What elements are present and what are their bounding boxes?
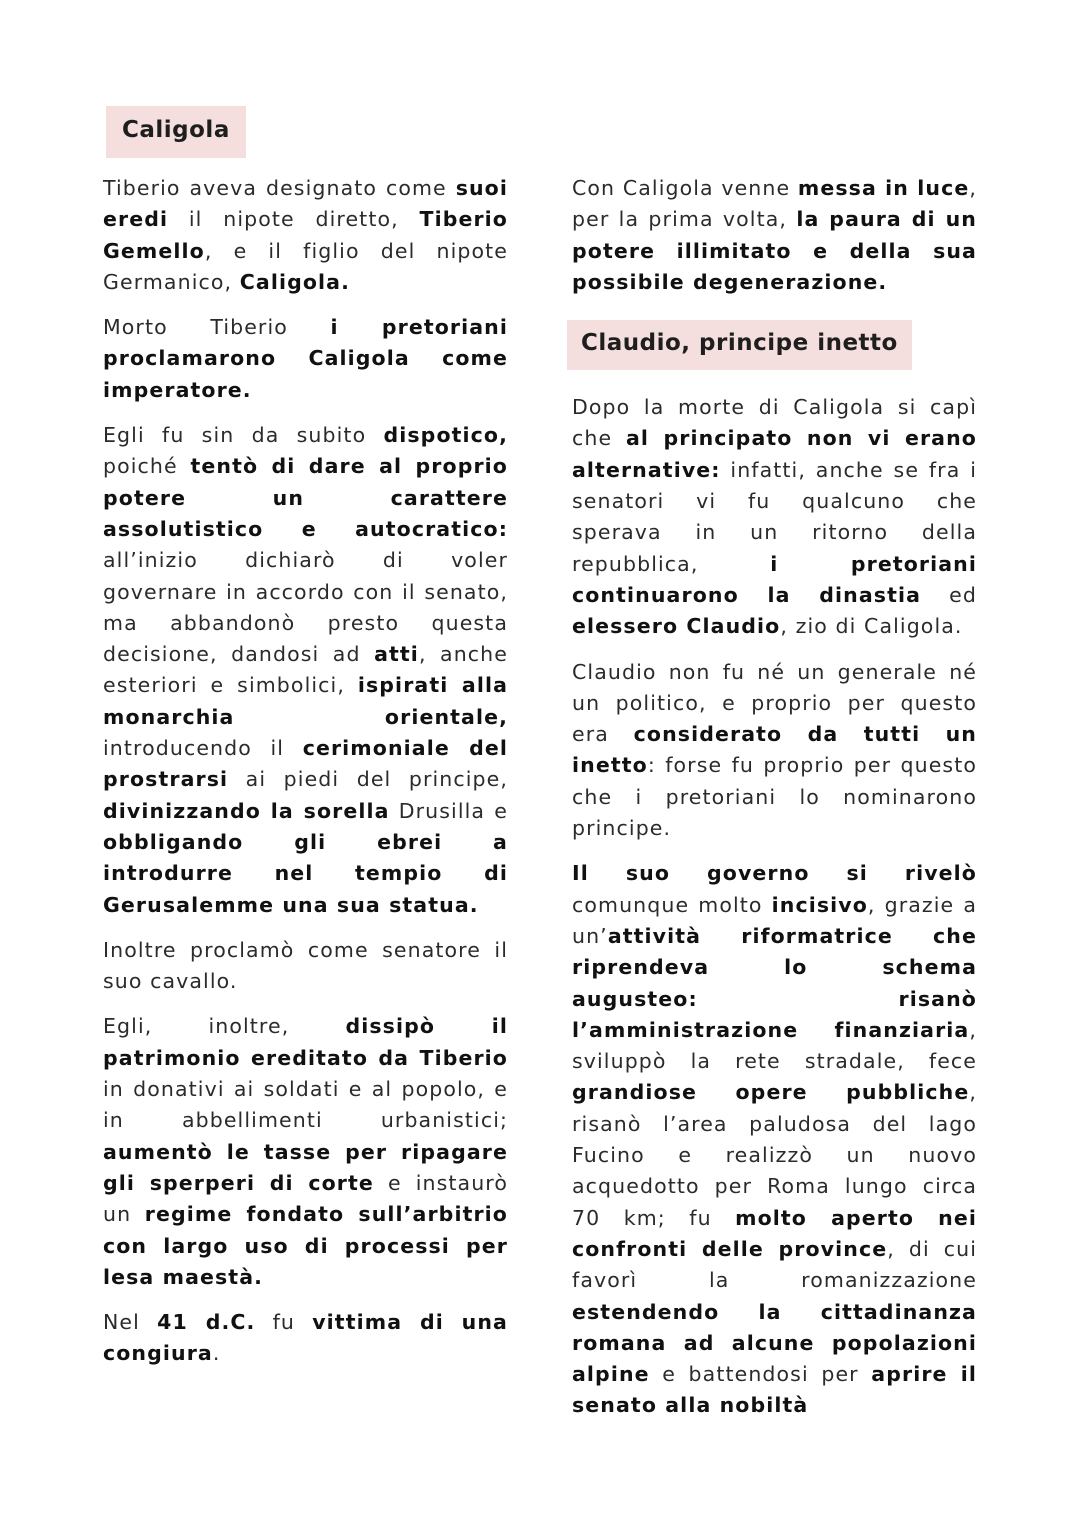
body-text: . — [212, 1341, 221, 1366]
body-text: , zio di Caligola. — [780, 614, 963, 639]
body-paragraph — [103, 1307, 508, 1370]
left-paragraphs — [103, 173, 508, 1370]
bold-text: estendendo la cittadinanza romana ad alcune popolazioni alpine — [572, 1299, 977, 1387]
body-text: Con Caligola venne — [572, 176, 798, 200]
section-heading-caligola: Caligola — [106, 106, 246, 158]
body-text: poiché — [103, 454, 191, 479]
body-text: introducendo il — [103, 736, 303, 761]
body-text: e instaurò un — [103, 1170, 509, 1227]
bold-text: al principato non vi erano alternative: — [572, 426, 977, 482]
right-column — [572, 173, 977, 1436]
body-text: , e il figlio del nipote Germanico, — [103, 238, 508, 294]
bold-text: tentò di dare al proprio potere un carattere assolutistico e autocratico: — [103, 454, 508, 541]
body-text: ed — [921, 582, 977, 607]
bold-text: i pretoriani proclamarono Caligola come imperatore. — [103, 315, 508, 402]
body-text: : forse fu proprio per questo che i pretoriani lo nominarono principe. — [572, 753, 977, 841]
body-text: Drusilla e — [389, 798, 508, 823]
left-column — [103, 106, 508, 1384]
bold-text: divinizzando la sorella — [103, 798, 390, 823]
body-text: comunque molto — [572, 892, 772, 917]
bold-text: cerimoniale del prostrarsi — [103, 736, 508, 792]
body-text: , grazie a un’ — [572, 892, 977, 948]
bold-text: suoi eredi — [103, 176, 508, 232]
body-text: e battendosi per — [649, 1362, 872, 1387]
bold-text: messa in luce — [797, 176, 970, 200]
right-paragraphs — [572, 392, 977, 1422]
bold-text: incisivo — [771, 892, 868, 917]
body-text: , sviluppò la rete stradale, fece — [572, 1017, 977, 1074]
bold-text: obbligando gli ebrei a introdurre nel tempio di Gerusalemme una sua statua. — [103, 829, 508, 917]
body-text: all’inizio dichiarò di voler governare in accordo con il senato, ma abbandonò presto questa decisione, dandosi ad — [103, 548, 508, 667]
body-paragraph — [572, 392, 977, 642]
bold-text: Il suo governo si rivelò — [572, 861, 977, 886]
body-text: , anche esteriori e simbolici, — [103, 642, 508, 698]
bold-text: dissipò il patrimonio ereditato da Tiberio — [103, 1014, 508, 1070]
body-text: Egli, inoltre, — [103, 1014, 346, 1039]
body-text: Inoltre proclamò come senatore il suo cavallo. — [103, 937, 508, 994]
body-text: Dopo la morte di Caligola si capì che — [572, 395, 977, 451]
bold-text: aprire il senato alla nobiltà — [572, 1362, 978, 1418]
body-paragraph — [103, 173, 508, 298]
bold-text: regime fondato sull’arbitrio con largo uso di processi per lesa maestà. — [103, 1202, 508, 1289]
bold-text: Tiberio Gemello — [103, 207, 508, 263]
section-heading-claudio: Claudio, principe inetto — [567, 320, 912, 370]
bold-text: la paura di un potere illimitato e della sua possibile degenerazione. — [572, 207, 978, 294]
body-text: Tiberio aveva designato come — [103, 176, 456, 200]
body-paragraph — [572, 858, 977, 1421]
body-paragraph — [572, 173, 977, 298]
body-text: Nel — [103, 1310, 158, 1335]
body-paragraph — [103, 1011, 508, 1293]
body-paragraph — [103, 312, 508, 406]
bold-text: attività riformatrice che riprendeva lo schema augusteo: risanò l’amministrazione finanziaria — [572, 923, 977, 1042]
bold-text: Caligola. — [239, 269, 350, 294]
body-text: , risanò l’area paludosa del lago Fucino e realizzò un nuovo acquedotto per Roma lungo circa 70 km; fu — [572, 1080, 977, 1230]
body-text: Claudio non fu né un generale né un politico, e proprio per questo era — [572, 659, 977, 747]
bold-text: ispirati alla monarchia orientale, — [103, 673, 509, 729]
body-paragraph — [572, 657, 977, 845]
body-text: , di cui favorì la romanizzazione — [572, 1236, 977, 1293]
bold-text: elessero Claudio — [572, 614, 781, 639]
bold-text: molto aperto nei confronti delle province — [572, 1205, 977, 1261]
bold-text: atti — [374, 642, 419, 667]
body-text: Egli fu sin da subito — [103, 423, 384, 448]
bold-text: grandiose opere pubbliche — [572, 1080, 970, 1105]
bold-text: aumentò le tasse per ripagare gli sperperi di corte — [103, 1139, 508, 1195]
bold-text: dispotico, — [383, 423, 508, 448]
bold-text: vittima di una congiura — [103, 1310, 508, 1366]
body-paragraph — [103, 420, 508, 921]
body-text: ai piedi del principe, — [228, 767, 508, 792]
body-text: infatti, anche se fra i senatori vi fu qualcuno che sperava in un ritorno della repubblica, — [572, 457, 977, 576]
bold-text: i pretoriani continuarono la dinastia — [572, 551, 978, 607]
body-text: Morto Tiberio — [103, 315, 331, 340]
body-text: fu — [255, 1310, 313, 1335]
bold-text: considerato da tutti un inetto — [572, 722, 977, 778]
body-paragraph — [103, 935, 508, 998]
right-intro-paragraphs — [572, 173, 977, 298]
bold-text: 41 d.C. — [157, 1310, 256, 1335]
body-text: in donativi ai soldati e al popolo, e in abbellimenti urbanistici; — [103, 1077, 508, 1133]
body-text: il nipote diretto, — [168, 207, 420, 232]
body-text: , per la prima volta, — [572, 176, 977, 232]
